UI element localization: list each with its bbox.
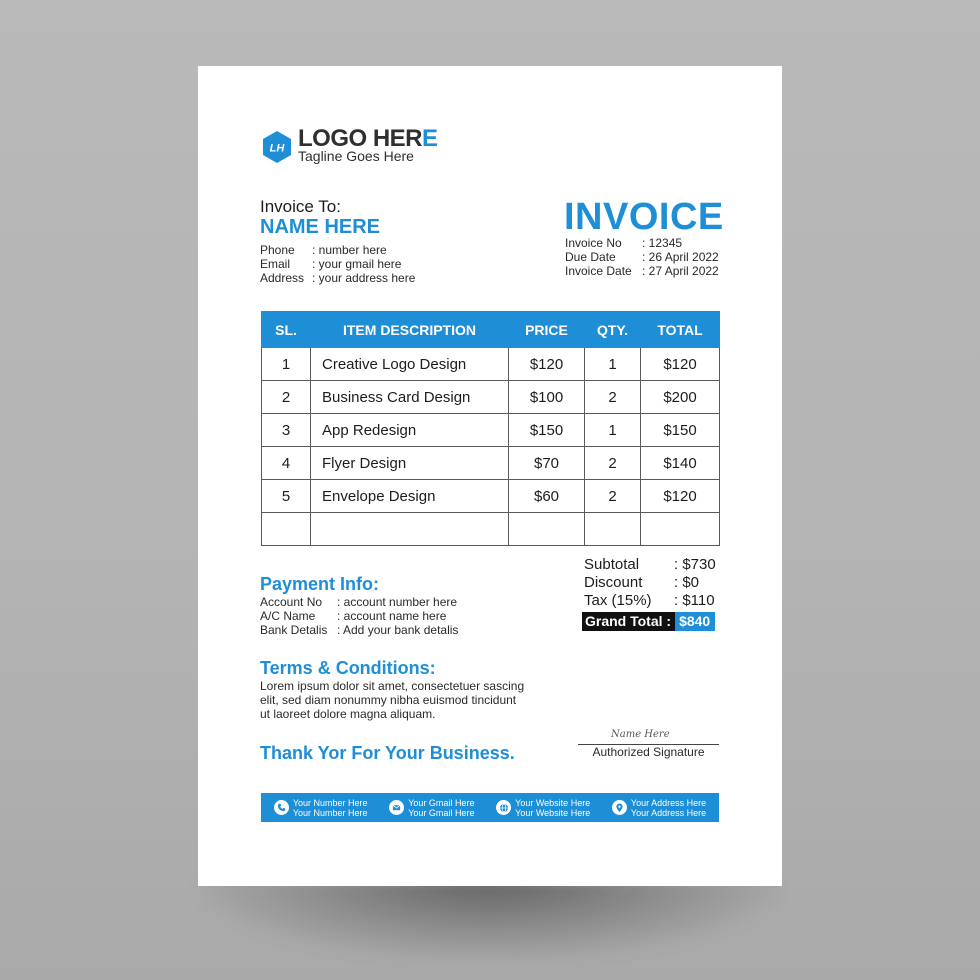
header-sl: SL. <box>262 312 311 348</box>
cell-sl: 5 <box>262 480 311 513</box>
tax-value: : $110 <box>674 592 715 609</box>
paper-shadow <box>200 880 780 960</box>
footer-website-line: Your Website Here <box>515 797 591 808</box>
cell-qty: 2 <box>585 480 641 513</box>
terms-body <box>260 679 560 721</box>
subtotal-label: Subtotal <box>584 556 640 573</box>
table-header-row <box>262 312 720 348</box>
account-number-value: : account number here <box>337 595 458 609</box>
client-email-key: Email <box>260 257 291 271</box>
cell-sl: 3 <box>262 414 311 447</box>
discount-row <box>584 574 716 592</box>
invoice-date-value: : 27 April 2022 <box>642 264 719 278</box>
cell-description: Envelope Design <box>311 480 509 513</box>
account-name-value: : account name here <box>337 609 447 623</box>
client-address-row <box>260 271 415 285</box>
footer-address <box>612 798 706 818</box>
payment-details <box>260 595 458 637</box>
footer-address-line: Your Address Here <box>630 797 707 808</box>
cell-sl: 1 <box>262 348 311 381</box>
cell-description: Business Card Design <box>311 381 509 414</box>
cell-total: $150 <box>641 414 720 447</box>
cell-total: $120 <box>641 348 720 381</box>
discount-value: : $0 <box>674 574 700 591</box>
client-details <box>260 243 415 285</box>
account-name-key: A/C Name <box>260 609 316 623</box>
client-address-value: : your address here <box>312 271 416 285</box>
cell-sl: 2 <box>262 381 311 414</box>
bank-details-key: Bank Detalis <box>260 623 328 637</box>
header-total: TOTAL <box>641 312 720 348</box>
grand-total-value: $840 <box>675 612 715 631</box>
subtotal-value: : $730 <box>674 556 716 573</box>
logo-title-main: LOGO HER <box>298 125 423 152</box>
cell-qty: 2 <box>585 447 641 480</box>
cell-description <box>311 513 509 546</box>
due-date-row <box>565 250 719 264</box>
logo-monogram: LH <box>269 142 285 155</box>
terms-line: Lorem ipsum dolor sit amet, consectetuer sascing <box>260 679 525 693</box>
account-number-key: Account No <box>260 595 323 609</box>
email-icon <box>389 800 404 815</box>
client-phone-key: Phone <box>260 243 295 257</box>
cell-sl: 4 <box>262 447 311 480</box>
cell-price <box>509 513 585 546</box>
footer-website <box>496 798 590 818</box>
thank-you-message: Thank Yor For Your Business. <box>260 743 515 763</box>
invoice-meta <box>565 236 719 278</box>
client-phone-value: : number here <box>312 243 387 257</box>
globe-icon <box>496 800 511 815</box>
table-row <box>262 414 720 447</box>
invoice-date-row <box>565 264 719 278</box>
account-number-row <box>260 595 458 609</box>
due-date-key: Due Date <box>565 250 616 264</box>
logo-tagline: Tagline Goes Here <box>298 148 414 164</box>
footer-address-line: Your Address Here <box>630 807 707 818</box>
table-row <box>262 447 720 480</box>
invoice-page <box>198 66 782 886</box>
contact-footer <box>261 793 719 822</box>
cell-price: $100 <box>509 381 585 414</box>
footer-email-line: Your Gmail Here <box>408 797 475 808</box>
client-email-row <box>260 257 415 271</box>
signature-label: Authorized Signature <box>592 745 705 759</box>
payment-info-title: Payment Info: <box>260 574 380 594</box>
footer-phone-line: Your Number Here <box>292 807 368 818</box>
footer-email <box>389 798 474 818</box>
items-table <box>261 311 720 546</box>
footer-email-line: Your Gmail Here <box>408 807 475 818</box>
logo-hexagon-icon <box>261 130 293 164</box>
tax-label: Tax (15%) <box>584 592 652 609</box>
logo-title-accent: E <box>422 125 438 152</box>
bank-details-value: : Add your bank detalis <box>337 623 459 637</box>
invoice-number-key: Invoice No <box>565 236 622 250</box>
signature-script: Name Here <box>611 729 670 740</box>
cell-total: $140 <box>641 447 720 480</box>
invoice-number-row <box>565 236 719 250</box>
grand-total-bar <box>582 612 715 631</box>
invoice-title: INVOICE <box>564 196 724 238</box>
cell-price: $150 <box>509 414 585 447</box>
cell-description: Creative Logo Design <box>311 348 509 381</box>
subtotal-row <box>584 556 716 574</box>
terms-line: elit, sed diam nonummy nibha euismod tincidunt <box>260 693 517 707</box>
grand-total-label: Grand Total : <box>582 612 675 631</box>
table-row-empty <box>262 513 720 546</box>
table-row <box>262 480 720 513</box>
cell-total: $200 <box>641 381 720 414</box>
cell-qty: 2 <box>585 381 641 414</box>
client-phone-row <box>260 243 415 257</box>
cell-qty <box>585 513 641 546</box>
cell-price: $70 <box>509 447 585 480</box>
cell-price: $120 <box>509 348 585 381</box>
invoice-date-key: Invoice Date <box>565 264 632 278</box>
cell-total <box>641 513 720 546</box>
totals-block <box>584 556 716 610</box>
cell-description: Flyer Design <box>311 447 509 480</box>
terms-line: ut laoreet dolore magna aliquam. <box>260 707 436 721</box>
header-price: PRICE <box>509 312 585 348</box>
table-row <box>262 348 720 381</box>
location-icon <box>612 800 627 815</box>
due-date-value: : 26 April 2022 <box>642 250 719 264</box>
footer-website-line: Your Website Here <box>515 807 591 818</box>
footer-phone <box>274 798 368 818</box>
header-item-description: ITEM DESCRIPTION <box>311 312 509 348</box>
cell-qty: 1 <box>585 414 641 447</box>
client-name: NAME HERE <box>260 216 381 238</box>
client-email-value: : your gmail here <box>312 257 402 271</box>
account-name-row <box>260 609 458 623</box>
cell-qty: 1 <box>585 348 641 381</box>
terms-title: Terms & Conditions: <box>260 658 436 678</box>
bank-details-row <box>260 623 458 637</box>
cell-total: $120 <box>641 480 720 513</box>
table-row <box>262 381 720 414</box>
header-qty: QTY. <box>585 312 641 348</box>
phone-icon <box>274 800 289 815</box>
cell-sl <box>262 513 311 546</box>
cell-price: $60 <box>509 480 585 513</box>
invoice-to-label: Invoice To: <box>260 197 341 216</box>
cell-description: App Redesign <box>311 414 509 447</box>
invoice-number-value: : 12345 <box>642 236 683 250</box>
client-address-key: Address <box>260 271 305 285</box>
discount-label: Discount <box>584 574 643 591</box>
footer-phone-line: Your Number Here <box>292 797 368 808</box>
tax-row <box>584 592 716 610</box>
